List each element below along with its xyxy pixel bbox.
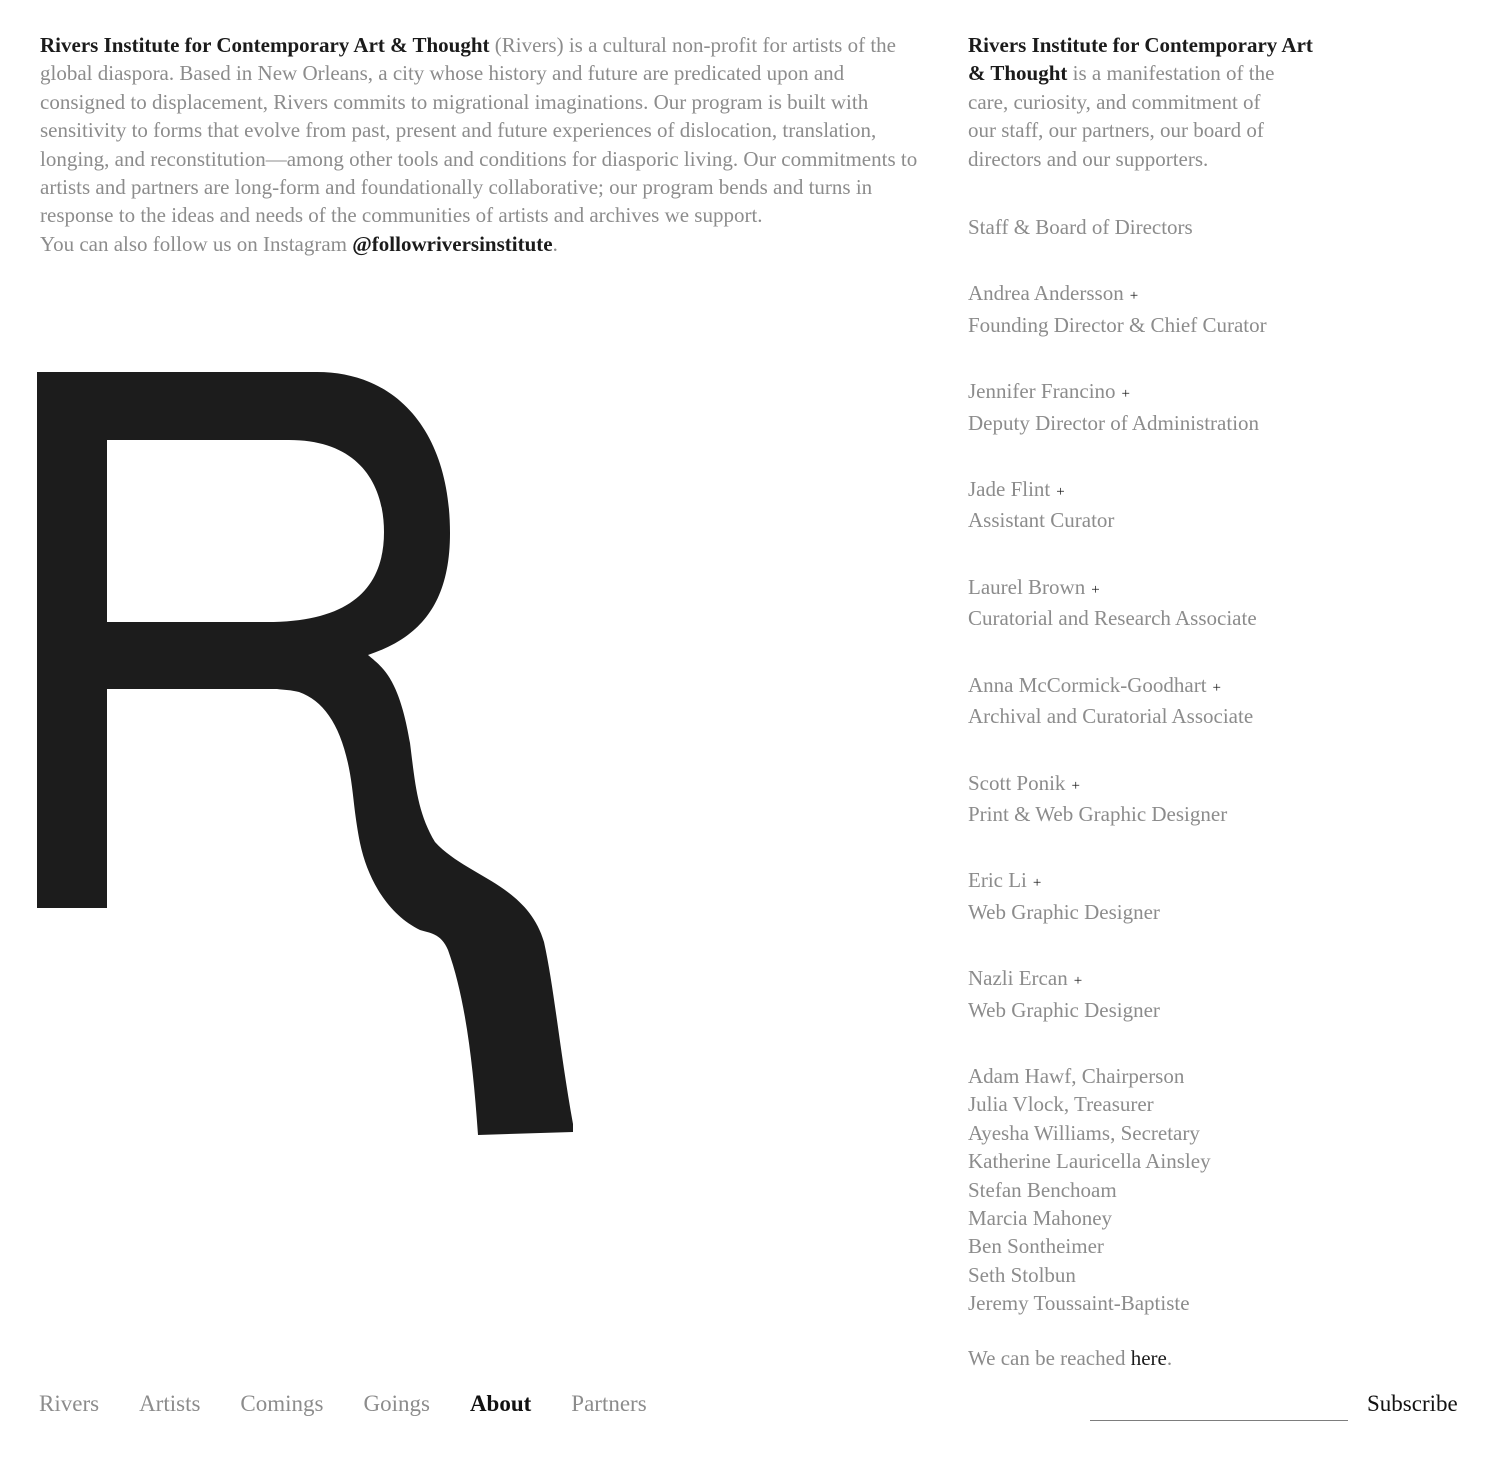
contact-prefix: We can be reached: [968, 1345, 1131, 1370]
board-member: Ayesha Williams, Secretary: [968, 1120, 1200, 1145]
expand-plus-icon[interactable]: +: [1071, 777, 1080, 794]
staff-name-line: [968, 279, 1350, 310]
mission-line-1: Rivers Institute for Contemporary Art: [968, 33, 1313, 57]
board-member: Katherine Lauricella Ainsley: [968, 1149, 1211, 1174]
staff-name-line: [968, 769, 1350, 800]
contact-line: [968, 1344, 1350, 1372]
staff-role: Founding Director & Chief Curator: [968, 312, 1267, 337]
about-text-column: [40, 31, 932, 258]
staff-name: Nazli Ercan: [968, 966, 1068, 991]
nav-item-artists[interactable]: Artists: [139, 1391, 201, 1416]
staff-name-line: [968, 475, 1350, 506]
staff-entry: [968, 866, 1350, 926]
staff-entry: [968, 769, 1350, 829]
board-member: Jeremy Toussaint-Baptiste: [968, 1291, 1190, 1316]
staff-entry: [968, 279, 1350, 339]
expand-plus-icon[interactable]: +: [1032, 875, 1042, 892]
expand-plus-icon[interactable]: +: [1212, 679, 1221, 696]
staff-entry: [968, 573, 1350, 633]
instagram-handle-link[interactable]: @followriversinstitute: [352, 231, 553, 256]
nav-item-comings[interactable]: Comings: [240, 1391, 324, 1416]
mission-line-4: our staff, our partners, our board of: [968, 118, 1264, 143]
contact-here-link[interactable]: here: [1130, 1345, 1167, 1370]
staff-name: Jennifer Francino: [968, 379, 1116, 404]
mission-line-5: directors and our supporters.: [968, 146, 1209, 171]
nav-item-goings[interactable]: Goings: [363, 1391, 430, 1416]
institute-name: Rivers Institute for Contemporary Art & Thought: [40, 33, 490, 57]
staff-entry: [968, 671, 1350, 731]
instagram-suffix: .: [552, 231, 558, 256]
instagram-line: [40, 230, 932, 258]
staff-role: Web Graphic Designer: [968, 997, 1160, 1022]
expand-plus-icon[interactable]: +: [1091, 581, 1100, 598]
nav-item-partners[interactable]: Partners: [571, 1391, 647, 1416]
subscribe-email-input[interactable]: [1090, 1392, 1348, 1421]
staff-name: Eric Li: [968, 868, 1027, 893]
staff-name-line: [968, 671, 1350, 702]
mission-statement: [968, 31, 1350, 173]
mission-line-3: care, curiosity, and commitment of: [968, 89, 1261, 114]
board-list: [968, 1062, 1350, 1318]
about-paragraph: [40, 31, 932, 230]
staff-name: Andrea Andersson: [968, 281, 1124, 306]
board-member: Julia Vlock, Treasurer: [968, 1092, 1154, 1117]
staff-name-line: [968, 866, 1350, 897]
staff-name: Laurel Brown: [968, 574, 1086, 599]
nav-item-about[interactable]: About: [469, 1391, 532, 1416]
staff-role: Archival and Curatorial Associate: [968, 704, 1254, 729]
staff-board-heading: Staff & Board of Directors: [968, 215, 1193, 240]
nav-item-rivers[interactable]: Rivers: [39, 1391, 100, 1416]
staff-name-line: [968, 964, 1350, 995]
board-member: Adam Hawf, Chairperson: [968, 1063, 1185, 1088]
subscribe-button[interactable]: Subscribe: [1367, 1391, 1458, 1416]
expand-plus-icon[interactable]: +: [1073, 973, 1083, 990]
staff-role: Assistant Curator: [968, 508, 1115, 533]
contact-suffix: .: [1166, 1345, 1173, 1370]
board-member: Marcia Mahoney: [968, 1205, 1113, 1230]
expand-plus-icon[interactable]: +: [1056, 484, 1065, 501]
staff-role: Curatorial and Research Associate: [968, 606, 1257, 631]
board-member: Seth Stolbun: [968, 1262, 1076, 1287]
staff-role: Web Graphic Designer: [968, 899, 1160, 924]
rivers-r-logo: [37, 372, 575, 1135]
staff-role: Print & Web Graphic Designer: [968, 801, 1228, 826]
board-member: Stefan Benchoam: [968, 1177, 1117, 1202]
instagram-prefix: You can also follow us on Instagram: [40, 231, 353, 256]
about-body-text: (Rivers) is a cultural non-profit for artists of the global diaspora. Based in New Orleans, a city whose history and future are predicated upon and consigned to displacement, Rivers commits to migrational imaginations. Our program is built with sensitivity to forms that evolve from past, present and future experiences of dislocation, translation, longing, and reconstitution—among other tools and conditions for diasporic living. Our commitments to artists and partners are long-form and foundationally collaborative; our program bends and turns in response to the ideas and needs of the communities of artists and archives we support.: [40, 33, 918, 228]
staff-name: Jade Flint: [968, 477, 1051, 502]
expand-plus-icon[interactable]: +: [1121, 386, 1131, 403]
staff-name-line: [968, 573, 1350, 604]
staff-entry: [968, 964, 1350, 1024]
staff-name: Scott Ponik: [968, 770, 1066, 795]
mission-line-2: & Thought is a manifestation of the: [968, 61, 1275, 86]
board-member: Ben Sontheimer: [968, 1234, 1104, 1259]
staff-name: Anna McCormick-Goodhart: [968, 672, 1207, 697]
expand-plus-icon[interactable]: +: [1129, 288, 1139, 305]
staff-entry: [968, 475, 1350, 535]
footer-nav: [39, 1390, 647, 1418]
staff-role: Deputy Director of Administration: [968, 410, 1260, 435]
staff-entry: [968, 377, 1350, 437]
staff-name-line: [968, 377, 1350, 408]
staff-column: [968, 31, 1350, 1372]
